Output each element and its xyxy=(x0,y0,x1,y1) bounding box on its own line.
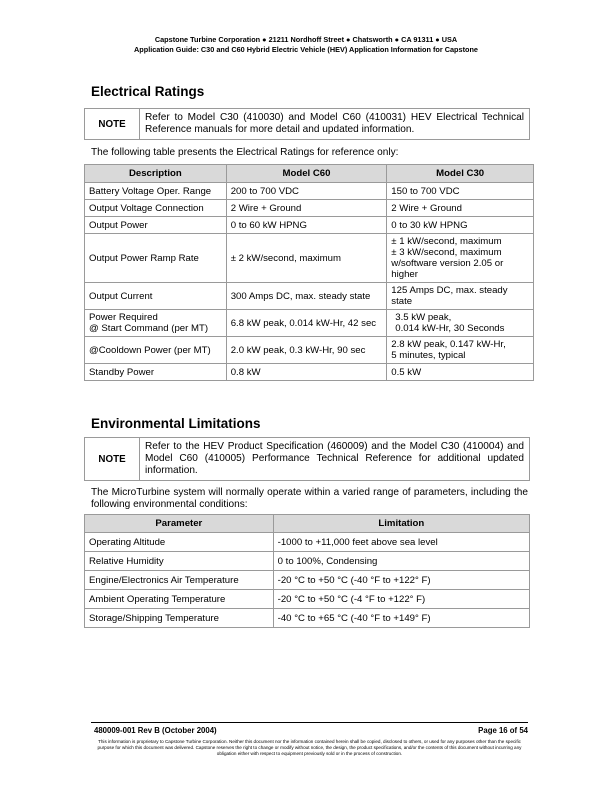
table-cell: Engine/Electronics Air Temperature xyxy=(85,571,274,590)
table-row xyxy=(85,571,530,590)
table-row xyxy=(85,533,530,552)
header-guide-line: Application Guide: C30 and C60 Hybrid Electric Vehicle (HEV) Application Information for Capstone xyxy=(134,45,478,54)
table-cell: Standby Power xyxy=(85,364,227,381)
table-cell: ± 1 kW/second, maximum ± 3 kW/second, maximum w/software version 2.05 or higher xyxy=(387,234,534,283)
table-cell: @Cooldown Power (per MT) xyxy=(85,337,227,364)
table-row xyxy=(85,234,534,283)
table-cell: 2.8 kW peak, 0.147 kW-Hr, 5 minutes, typical xyxy=(387,337,534,364)
table-cell: Output Power xyxy=(85,217,227,234)
environmental-note-box xyxy=(84,437,530,481)
table-cell: -20 °C to +50 °C (-4 °F to +122° F) xyxy=(273,590,529,609)
environmental-limitations-table xyxy=(84,514,530,628)
table-cell: 2 Wire + Ground xyxy=(226,200,387,217)
table-row xyxy=(85,310,534,337)
table-row xyxy=(85,364,534,381)
column-header: Model C30 xyxy=(387,165,534,183)
column-header: Parameter xyxy=(85,515,274,533)
table-cell: Storage/Shipping Temperature xyxy=(85,609,274,628)
page-header xyxy=(0,35,612,55)
table-cell: 0 to 100%, Condensing xyxy=(273,552,529,571)
footer-document-id: 480009-001 Rev B (October 2004) xyxy=(94,726,217,735)
header-company-line: Capstone Turbine Corporation ● 21211 Nordhoff Street ● Chatsworth ● CA 91311 ● USA xyxy=(154,35,458,44)
table-cell: Relative Humidity xyxy=(85,552,274,571)
table-row xyxy=(85,283,534,310)
table-cell: 200 to 700 VDC xyxy=(226,183,387,200)
table-cell: 6.8 kW peak, 0.014 kW-Hr, 42 sec xyxy=(226,310,387,337)
table-header-row xyxy=(85,515,530,533)
electrical-intro: The following table presents the Electrical Ratings for reference only: xyxy=(91,147,399,158)
table-cell: 0.5 kW xyxy=(387,364,534,381)
footer-divider xyxy=(91,722,528,723)
note-label: NOTE xyxy=(85,109,140,139)
table-cell: 3.5 kW peak, 0.014 kW-Hr, 30 Seconds xyxy=(387,310,534,337)
table-header-row xyxy=(85,165,534,183)
table-row xyxy=(85,183,534,200)
table-cell: Operating Altitude xyxy=(85,533,274,552)
electrical-ratings-title: Electrical Ratings xyxy=(91,84,205,99)
table-cell: Battery Voltage Oper. Range xyxy=(85,183,227,200)
footer-disclaimer: This information is proprietary to Capstone Turbine Corporation. Neither this document nor the information contained herein shall be copied, disclosed to others, or used for any purposes other than the specific purpose for which this document was delivered. Capstone reserves the right to change or modify without notice, the design, the product specifications, and/or the contents of this document without incurring any obligation either with respect to equipment previously sold or in the process of construction. xyxy=(97,739,522,756)
column-header: Description xyxy=(85,165,227,183)
electrical-ratings-table xyxy=(84,164,534,381)
environmental-intro: The MicroTurbine system will normally operate within a varied range of parameters, including the following environmental conditions: xyxy=(91,487,528,510)
note-text: Refer to the HEV Product Specification (460009) and the Model C30 (410004) and Model C60 (410005) Performance Technical Reference for additional updated information. xyxy=(145,441,524,476)
table-cell: 2 Wire + Ground xyxy=(387,200,534,217)
table-cell: Output Current xyxy=(85,283,227,310)
table-cell: -1000 to +11,000 feet above sea level xyxy=(273,533,529,552)
table-row xyxy=(85,337,534,364)
table-cell: 0 to 30 kW HPNG xyxy=(387,217,534,234)
table-row xyxy=(85,217,534,234)
table-cell: 300 Amps DC, max. steady state xyxy=(226,283,387,310)
table-row xyxy=(85,552,530,571)
table-cell: Ambient Operating Temperature xyxy=(85,590,274,609)
note-text: Refer to Model C30 (410030) and Model C60 (410031) HEV Electrical Technical Reference manuals for more detail and updated information. xyxy=(145,112,524,135)
table-row xyxy=(85,609,530,628)
column-header: Limitation xyxy=(273,515,529,533)
table-cell: 0 to 60 kW HPNG xyxy=(226,217,387,234)
table-cell: ± 2 kW/second, maximum xyxy=(226,234,387,283)
table-cell: Output Power Ramp Rate xyxy=(85,234,227,283)
footer-page-number: Page 16 of 54 xyxy=(478,726,528,735)
column-header: Model C60 xyxy=(226,165,387,183)
electrical-note-box xyxy=(84,108,530,140)
table-cell: Power Required @ Start Command (per MT) xyxy=(85,310,227,337)
table-cell: 0.8 kW xyxy=(226,364,387,381)
table-cell: 2.0 kW peak, 0.3 kW-Hr, 90 sec xyxy=(226,337,387,364)
table-cell: 150 to 700 VDC xyxy=(387,183,534,200)
note-label: NOTE xyxy=(85,438,140,480)
table-cell: -40 °C to +65 °C (-40 °F to +149° F) xyxy=(273,609,529,628)
table-cell: -20 °C to +50 °C (-40 °F to +122° F) xyxy=(273,571,529,590)
table-cell: Output Voltage Connection xyxy=(85,200,227,217)
environmental-limitations-title: Environmental Limitations xyxy=(91,416,261,431)
table-row xyxy=(85,590,530,609)
table-row xyxy=(85,200,534,217)
table-cell: 125 Amps DC, max. steady state xyxy=(387,283,534,310)
